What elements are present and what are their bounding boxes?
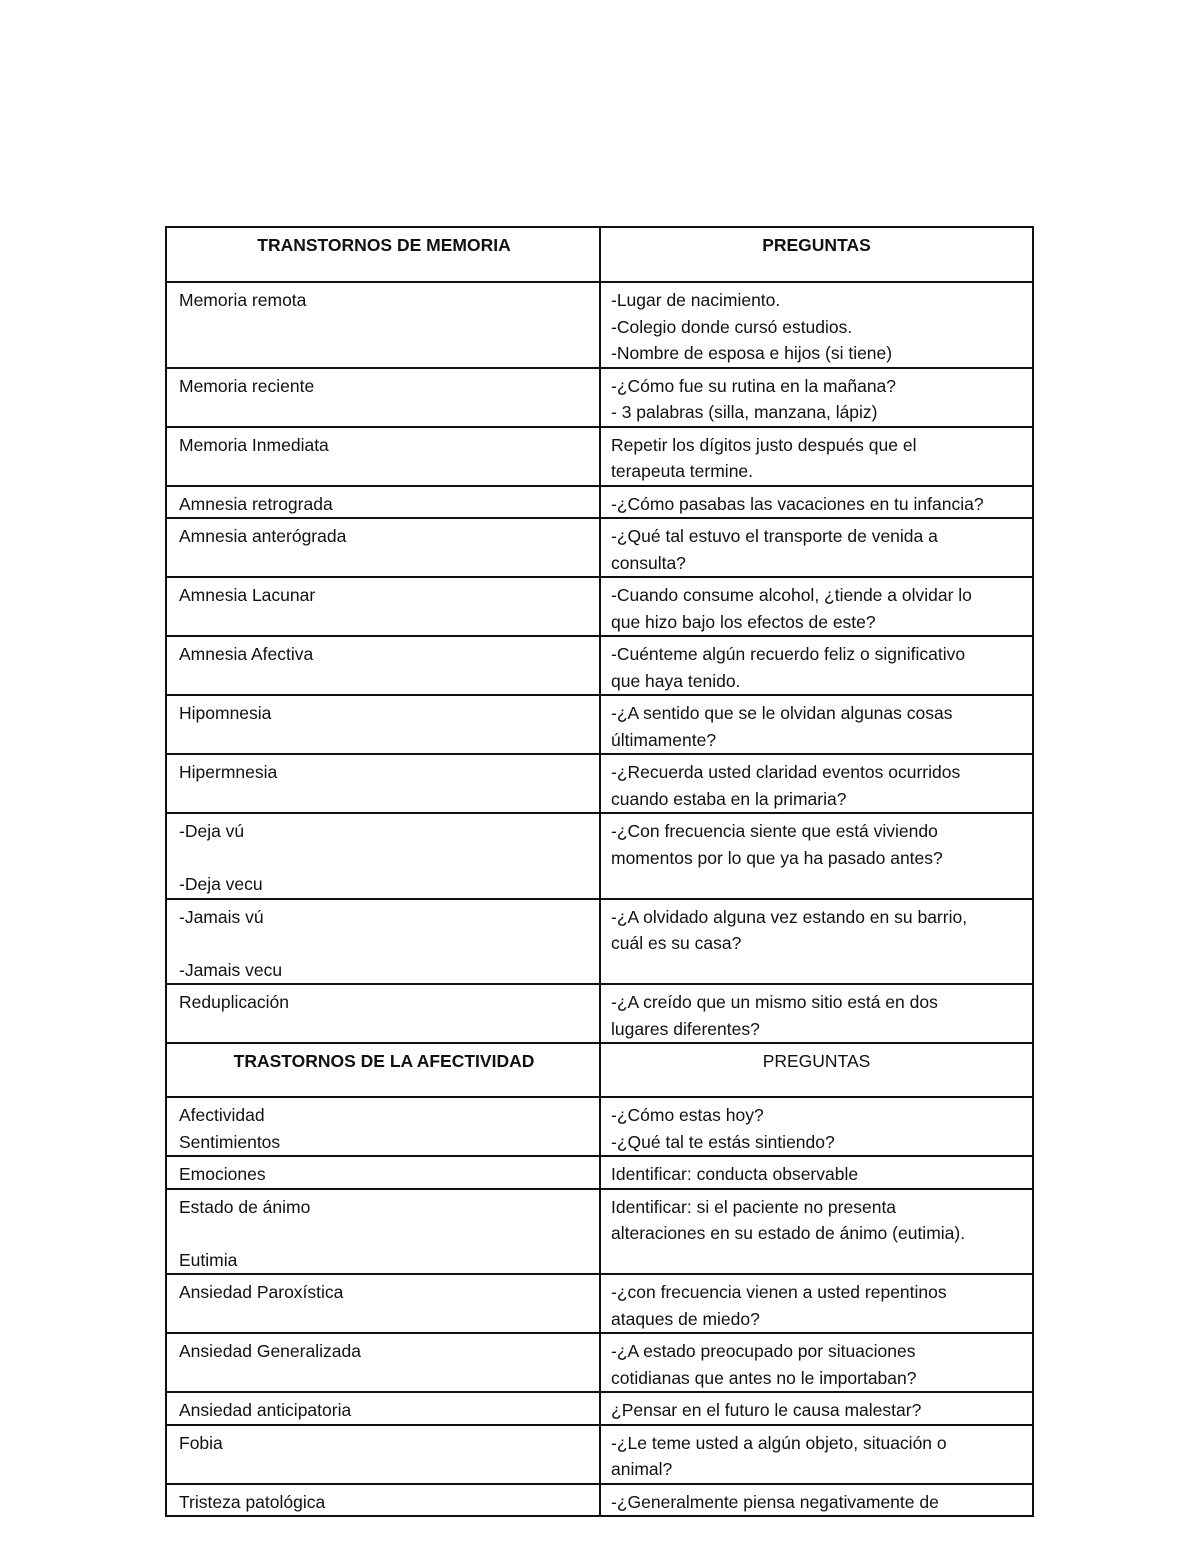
disorder-name-cell: [166, 1274, 600, 1333]
disorder-name-line: [179, 845, 589, 872]
disorder-name-cell: [166, 368, 600, 427]
question-cell: [600, 1097, 1033, 1156]
disorder-name-cell: [166, 577, 600, 636]
question-line: -¿A creído que un mismo sitio está en dos: [611, 992, 938, 1012]
afectividad-header-row: [166, 1043, 1033, 1097]
disorder-name-line: Memoria reciente: [179, 375, 315, 396]
disorder-name-line: [179, 930, 589, 957]
disorder-name-line: Hipomnesia: [179, 703, 272, 723]
afectividad-row: [166, 1484, 1033, 1517]
disorder-name-line: -Jamais vecu: [179, 959, 283, 980]
memoria-header-col2: PREGUNTAS: [600, 227, 1033, 282]
afectividad-row: [166, 1392, 1033, 1425]
question-cell: [600, 282, 1033, 368]
question-line: últimamente?: [611, 729, 717, 750]
disorder-name-cell: [166, 899, 600, 985]
disorder-name-line: Tristeza patológica: [179, 1491, 326, 1512]
question-line: -¿Generalmente piensa negativamente de: [611, 1491, 939, 1512]
disorder-name-line: Afectividad: [179, 1105, 265, 1125]
disorder-name-line: Reduplicación: [179, 992, 289, 1012]
question-line: que haya tenido.: [611, 670, 741, 691]
question-line: Identificar: conducta observable: [611, 1164, 859, 1184]
afectividad-row: [166, 1189, 1033, 1275]
question-cell: [600, 754, 1033, 813]
memoria-row: [166, 754, 1033, 813]
memoria-row: [166, 899, 1033, 985]
question-line: - 3 palabras (silla, manzana, lápiz): [611, 402, 878, 422]
afectividad-row: [166, 1333, 1033, 1392]
disorder-name-line: [179, 1220, 589, 1247]
afectividad-row: [166, 1097, 1033, 1156]
afectividad-row: [166, 1274, 1033, 1333]
disorder-name-line: Memoria Inmediata: [179, 434, 329, 455]
disorder-name-line: -Deja vecu: [179, 874, 263, 894]
question-cell: [600, 427, 1033, 486]
disorder-name-line: Emociones: [179, 1164, 266, 1184]
question-cell: [600, 1333, 1033, 1392]
question-line: lugares diferentes?: [611, 1018, 760, 1039]
memoria-row: [166, 577, 1033, 636]
question-line: -Colegio donde cursó estudios.: [611, 316, 853, 337]
disorder-name-line: Sentimientos: [179, 1131, 281, 1152]
disorder-name-line: Amnesia retrograda: [179, 493, 333, 514]
disorder-name-cell: [166, 282, 600, 368]
question-cell: [600, 1484, 1033, 1517]
memoria-header-row: [166, 227, 1033, 282]
disorder-name-line: Amnesia anterógrada: [179, 526, 347, 546]
question-cell: [600, 1274, 1033, 1333]
memoria-row: [166, 427, 1033, 486]
disorders-table: [165, 226, 1034, 1517]
question-cell: [600, 518, 1033, 577]
memoria-header-col1: TRANSTORNOS DE MEMORIA: [166, 227, 600, 282]
disorder-name-cell: [166, 1333, 600, 1392]
question-line: -¿Con frecuencia siente que está viviendo: [611, 821, 938, 841]
memoria-row: [166, 813, 1033, 899]
disorder-name-cell: [166, 695, 600, 754]
disorder-name-cell: [166, 1484, 600, 1517]
question-line: Identificar: si el paciente no presenta: [611, 1196, 897, 1217]
question-cell: [600, 1156, 1033, 1189]
disorder-name-cell: [166, 1097, 600, 1156]
disorder-name-line: Hipermnesia: [179, 762, 278, 782]
question-cell: [600, 813, 1033, 899]
question-line: cuando estaba en la primaria?: [611, 788, 847, 809]
question-cell: [600, 486, 1033, 519]
question-line: ataques de miedo?: [611, 1308, 760, 1329]
disorders-table-body: [166, 227, 1033, 1516]
question-cell: [600, 1189, 1033, 1275]
disorder-name-line: Fobia: [179, 1432, 223, 1453]
question-line: alteraciones en su estado de ánimo (eutimia).: [611, 1223, 966, 1243]
question-line: -¿Recuerda usted claridad eventos ocurridos: [611, 762, 961, 782]
disorder-name-cell: [166, 518, 600, 577]
disorder-name-line: Estado de ánimo: [179, 1196, 311, 1217]
question-line: cuál es su casa?: [611, 933, 742, 953]
question-line: terapeuta termine.: [611, 461, 754, 481]
memoria-row: [166, 368, 1033, 427]
memoria-row: [166, 282, 1033, 368]
question-line: animal?: [611, 1459, 673, 1479]
afectividad-row: [166, 1156, 1033, 1189]
question-cell: [600, 577, 1033, 636]
disorder-name-cell: [166, 1156, 600, 1189]
question-cell: [600, 984, 1033, 1043]
question-line: -¿A sentido que se le olvidan algunas cosas: [611, 703, 953, 723]
question-line: -¿con frecuencia vienen a usted repentinos: [611, 1282, 947, 1302]
question-line: -Cuando consume alcohol, ¿tiende a olvidar lo: [611, 585, 972, 605]
question-line: -Nombre de esposa e hijos (si tiene): [611, 343, 893, 363]
question-line: -¿Qué tal te estás sintiendo?: [611, 1131, 835, 1152]
disorder-name-cell: [166, 813, 600, 899]
afectividad-row: [166, 1425, 1033, 1484]
disorder-name-line: Memoria remota: [179, 290, 307, 310]
question-line: cotidianas que antes no le importaban?: [611, 1367, 917, 1388]
question-cell: [600, 1425, 1033, 1484]
disorder-name-line: Ansiedad Generalizada: [179, 1341, 361, 1361]
memoria-row: [166, 636, 1033, 695]
disorder-name-line: Ansiedad anticipatoria: [179, 1400, 352, 1420]
question-line: -¿A estado preocupado por situaciones: [611, 1341, 916, 1361]
question-line: -¿Le teme usted a algún objeto, situación o: [611, 1432, 947, 1453]
question-line: consulta?: [611, 552, 686, 573]
afectividad-header-col1: TRASTORNOS DE LA AFECTIVIDAD: [166, 1043, 600, 1097]
question-cell: [600, 368, 1033, 427]
memoria-row: [166, 486, 1033, 519]
question-cell: [600, 636, 1033, 695]
disorder-name-cell: [166, 486, 600, 519]
question-line: momentos por lo que ya ha pasado antes?: [611, 847, 943, 868]
question-line: -Lugar de nacimiento.: [611, 290, 781, 310]
memoria-row: [166, 984, 1033, 1043]
question-line: que hizo bajo los efectos de este?: [611, 611, 876, 632]
disorder-name-cell: [166, 427, 600, 486]
question-line: -¿Cómo estas hoy?: [611, 1105, 764, 1125]
disorder-name-cell: [166, 636, 600, 695]
disorder-name-line: -Jamais vú: [179, 906, 264, 927]
disorder-name-cell: [166, 1392, 600, 1425]
disorder-name-line: -Deja vú: [179, 821, 245, 841]
afectividad-header-col2: PREGUNTAS: [600, 1043, 1033, 1097]
question-line: -¿Cómo fue su rutina en la mañana?: [611, 375, 897, 396]
question-line: Repetir los dígitos justo después que el: [611, 434, 917, 455]
question-line: -¿Cómo pasabas las vacaciones en tu infancia?: [611, 493, 984, 514]
question-cell: [600, 899, 1033, 985]
disorder-name-cell: [166, 1189, 600, 1275]
memoria-row: [166, 518, 1033, 577]
memoria-row: [166, 695, 1033, 754]
question-line: ¿Pensar en el futuro le causa malestar?: [611, 1400, 922, 1420]
question-cell: [600, 695, 1033, 754]
question-line: -Cuénteme algún recuerdo feliz o significativo: [611, 644, 966, 664]
disorder-name-cell: [166, 754, 600, 813]
question-line: -¿A olvidado alguna vez estando en su barrio,: [611, 906, 968, 927]
disorder-name-line: Eutimia: [179, 1249, 238, 1270]
disorder-name-line: Amnesia Afectiva: [179, 644, 314, 664]
question-line: -¿Qué tal estuvo el transporte de venida a: [611, 526, 938, 546]
disorder-name-line: Ansiedad Paroxística: [179, 1282, 344, 1302]
disorder-name-cell: [166, 1425, 600, 1484]
question-cell: [600, 1392, 1033, 1425]
disorder-name-line: Amnesia Lacunar: [179, 585, 316, 605]
disorder-name-cell: [166, 984, 600, 1043]
